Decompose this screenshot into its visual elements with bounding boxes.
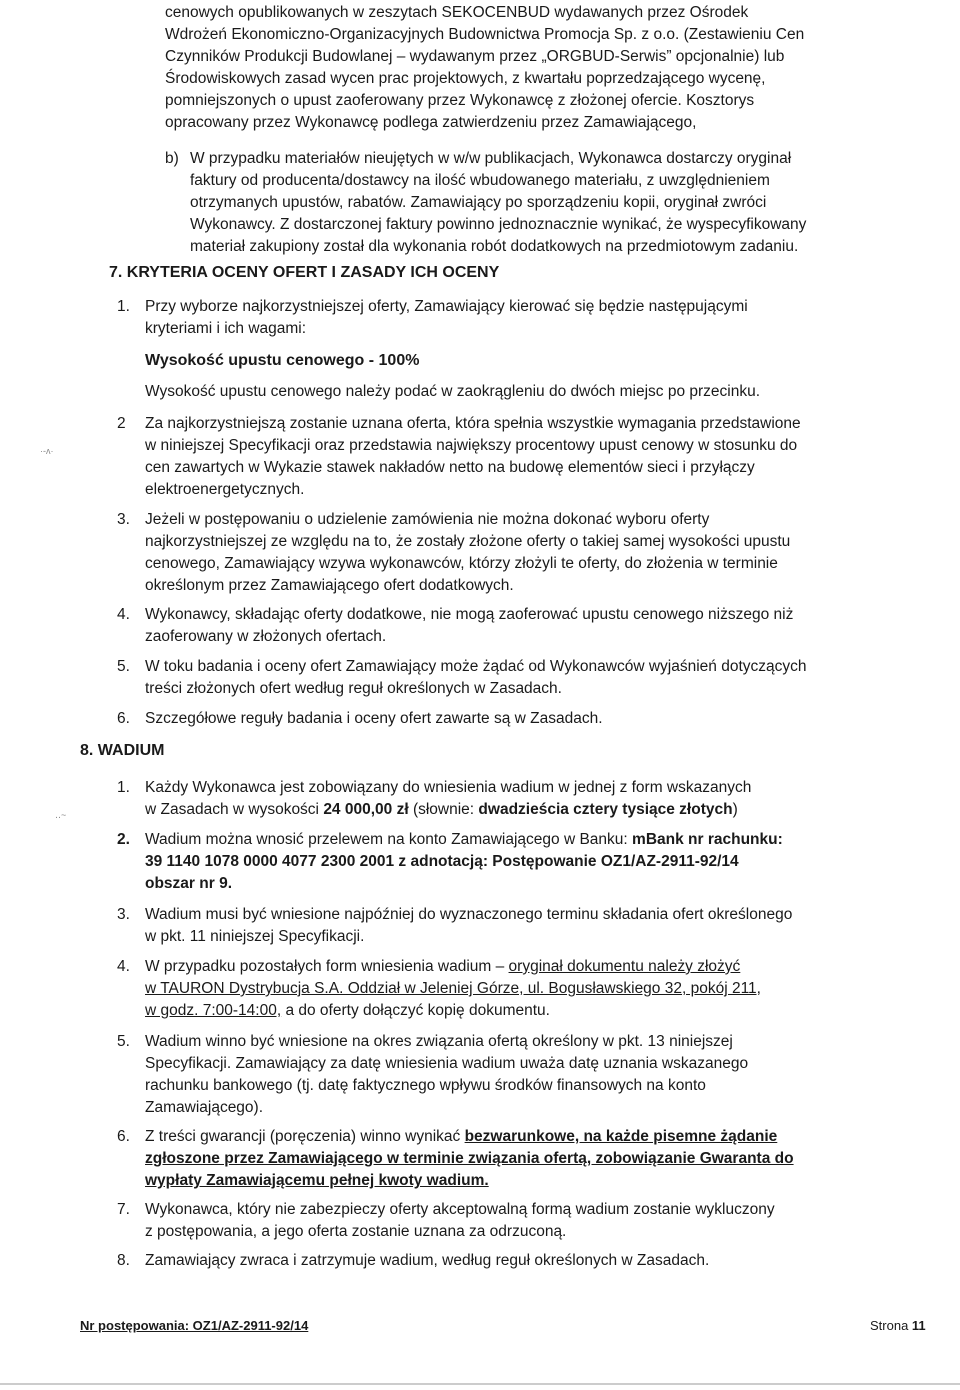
- item-line: Zamawiający zwraca i zatrzymuje wadium, według reguł określonych w Zasadach.: [145, 1252, 710, 1269]
- top-paragraph-line: pomniejszonych o upust zaoferowany przez Wykonawcę z złożonej ofercie. Kosztorys: [165, 92, 755, 109]
- item-line: [145, 1000, 927, 1022]
- item-line: cenowego, Zamawiający wzywa wykonawców, którzy złożyli te oferty, do złożenia w terminie: [145, 555, 778, 572]
- guarantee-condition-line: zgłoszone przez Zamawiającego w terminie związania ofertą, zobowiązanie Gwaranta do: [145, 1150, 794, 1167]
- item-line: [145, 829, 927, 851]
- item-number: 6.: [117, 1128, 130, 1145]
- item-number: 4.: [117, 606, 130, 623]
- page-edge-line: [0, 1383, 960, 1385]
- item-line: zaoferowany w złożonych ofertach.: [145, 628, 387, 645]
- item-number: 5.: [117, 658, 130, 675]
- page-label: Strona: [870, 1318, 912, 1333]
- item-line: [145, 1126, 927, 1148]
- item-number: 1.: [117, 298, 130, 315]
- bank-account-line: 39 1140 1078 0000 4077 2300 2001 z adnotacją: Postępowanie OZ1/AZ-2911-92/14: [145, 853, 739, 870]
- item-line: Każdy Wykonawca jest zobowiązany do wniesienia wadium w jednej z form wskazanych: [145, 779, 752, 796]
- text-run: ): [732, 801, 738, 818]
- wadium-amount: 24 000,00 zł: [323, 801, 409, 818]
- point-b-line: Wykonawcy. Z dostarczonej faktury powinno jednoznacznie wynikać, że wyspecyfikowany: [190, 216, 807, 233]
- page-number: 11: [911, 1318, 926, 1333]
- point-b-label: b): [165, 150, 179, 167]
- text-run: w Zasadach w wysokości: [145, 801, 324, 818]
- text-run: (słownie:: [408, 801, 479, 818]
- item-line: w niniejszej Specyfikacji oraz przedstawia największy procentowy upust cenowy w stosunku do: [145, 437, 798, 454]
- criterion-note: Wysokość upustu cenowego należy podać w zaokrągleniu do dwóch miejsc po przecinku.: [145, 383, 761, 400]
- item-line: treści złożonych ofert według reguł określonych w Zasadach.: [145, 680, 562, 697]
- text-run: Z treści gwarancji (poręczenia) winno wynikać: [145, 1128, 465, 1145]
- item-line: Wadium winno być wniesione na okres związania ofertą określony w pkt. 13 niniejszej: [145, 1033, 733, 1050]
- point-b-line: faktury od producenta/dostawcy na ilość wbudowanego materiału, z uwzględnieniem: [190, 172, 770, 189]
- item-line: [145, 956, 927, 978]
- item-line: W toku badania i oceny ofert Zamawiający może żądać od Wykonawców wyjaśnień dotyczących: [145, 658, 807, 675]
- item-number: 3.: [117, 511, 130, 528]
- top-paragraph-line: cenowych opublikowanych w zeszytach SEKOCENBUD wydawanych przez Ośrodek: [165, 4, 749, 21]
- item-line: Specyfikacji. Zamawiający za datę wniesienia wadium uważa datę uznania wskazanego: [145, 1055, 749, 1072]
- section-8-heading: 8. WADIUM: [80, 742, 165, 759]
- item-line: z postępowania, a jego oferta zostanie uznana za odrzuconą.: [145, 1223, 567, 1240]
- point-b-line: W przypadku materiałów nieujętych w w/w publikacjach, Wykonawca dostarczy oryginał: [190, 150, 792, 167]
- top-paragraph-line: Czynników Produkcji Budowlanej – wydawanym przez „ORGBUD-Serwis” opcjonalnie) lub: [165, 48, 785, 65]
- item-line: [145, 799, 927, 821]
- point-b-line: otrzymanych upustów, rabatów. Zamawiający po sporządzeniu kopii, oryginał zwróci: [190, 194, 767, 211]
- top-paragraph-line: opracowany przez Wykonawcę podlega zatwierdzeniu przez Zamawiającego,: [165, 114, 697, 131]
- top-paragraph-line: Środowiskowych zasad wycen prac projektowych, z kwartału poprzedzającego wycenę,: [165, 70, 766, 87]
- item-line: najkorzystniejszej ze względu na to, że zostały złożone oferty o takiej samej wysokości upustu: [145, 533, 791, 550]
- item-line: cen zawartych w Wykazie stawek nakładów netto na budowę elementów sieci i przyłączy: [145, 459, 755, 476]
- bank-account-line: obszar nr 9.: [145, 875, 232, 892]
- footer-page: [870, 1318, 926, 1334]
- underlined-text: oryginał dokumentu należy złożyć: [508, 958, 741, 975]
- item-line: w pkt. 11 niniejszej Specyfikacji.: [145, 928, 365, 945]
- item-number: 8.: [117, 1252, 130, 1269]
- item-line: Zamawiającego).: [145, 1099, 264, 1116]
- scan-mark: ·-ʌ·: [40, 446, 54, 456]
- item-line: Wykonawcy, składając oferty dodatkowe, nie mogą zaoferować upustu cenowego niższego niż: [145, 606, 794, 623]
- text-run: a do oferty dołączyć kopię dokumentu.: [281, 1002, 550, 1019]
- scan-mark: ‥~: [55, 810, 67, 820]
- wadium-amount-words: dwadzieścia cztery tysiące złotych: [478, 801, 733, 818]
- guarantee-condition-line: wypłaty Zamawiającemu pełnej kwoty wadium.: [145, 1172, 489, 1189]
- item-line: Za najkorzystniejszą zostanie uznana oferta, która spełnia wszystkie wymagania przedstawione: [145, 415, 801, 432]
- top-paragraph-line: Wdrożeń Ekonomiczno-Organizacyjnych Budownictwa Promocja Sp. z o.o. (Zestawieniu Cen: [165, 26, 805, 43]
- item-line: Przy wyborze najkorzystniejszej oferty, Zamawiający kierować się będzie następującymi: [145, 298, 748, 315]
- item-number: 1.: [117, 779, 130, 796]
- item-number: 7.: [117, 1201, 130, 1218]
- office-hours: w godz. 7:00-14:00,: [145, 1002, 282, 1019]
- text-run: Wadium można wnosić przelewem na konto Zamawiającego w Banku:: [145, 831, 633, 848]
- guarantee-condition: bezwarunkowe, na każde pisemne żądanie: [464, 1128, 778, 1145]
- item-line: rachunku bankowego (tj. datę faktycznego wpływu środków finansowych na konto: [145, 1077, 706, 1094]
- item-number: 2: [117, 415, 126, 432]
- bank-name: mBank nr rachunku:: [632, 831, 783, 848]
- criterion-label: Wysokość upustu cenowego - 100%: [145, 352, 420, 369]
- underlined-line: w TAURON Dystrybucja S.A. Oddział w Jeleniej Górze, ul. Bogusławskiego 32, pokój 211,: [145, 980, 761, 997]
- section-7-heading: 7. KRYTERIA OCENY OFERT I ZASADY ICH OCENY: [109, 264, 500, 281]
- item-line: elektroenergetycznych.: [145, 481, 305, 498]
- item-line: Jeżeli w postępowaniu o udzielenie zamówienia nie można dokonać wyboru oferty: [145, 511, 710, 528]
- item-number: 4.: [117, 958, 130, 975]
- item-line: Wykonawca, który nie zabezpieczy oferty akceptowalną formą wadium zostanie wykluczony: [145, 1201, 775, 1218]
- item-line: Szczegółowe reguły badania i oceny ofert zawarte są w Zasadach.: [145, 710, 603, 727]
- item-number: 3.: [117, 906, 130, 923]
- item-line: kryteriami i ich wagami:: [145, 320, 307, 337]
- point-b-line: materiał zakupiony został dla wykonania robót dodatkowych na przedmiotowym zadaniu.: [190, 238, 799, 255]
- item-number: 2.: [117, 831, 130, 848]
- text-run: W przypadku pozostałych form wniesienia wadium –: [145, 958, 509, 975]
- footer-reference: Nr postępowania: OZ1/AZ-2911-92/14: [80, 1318, 309, 1333]
- item-line: Wadium musi być wniesione najpóźniej do wyznaczonego terminu składania ofert określonego: [145, 906, 793, 923]
- item-number: 5.: [117, 1033, 130, 1050]
- item-line: określonym przez Zamawiającego ofert dodatkowych.: [145, 577, 514, 594]
- item-number: 6.: [117, 710, 130, 727]
